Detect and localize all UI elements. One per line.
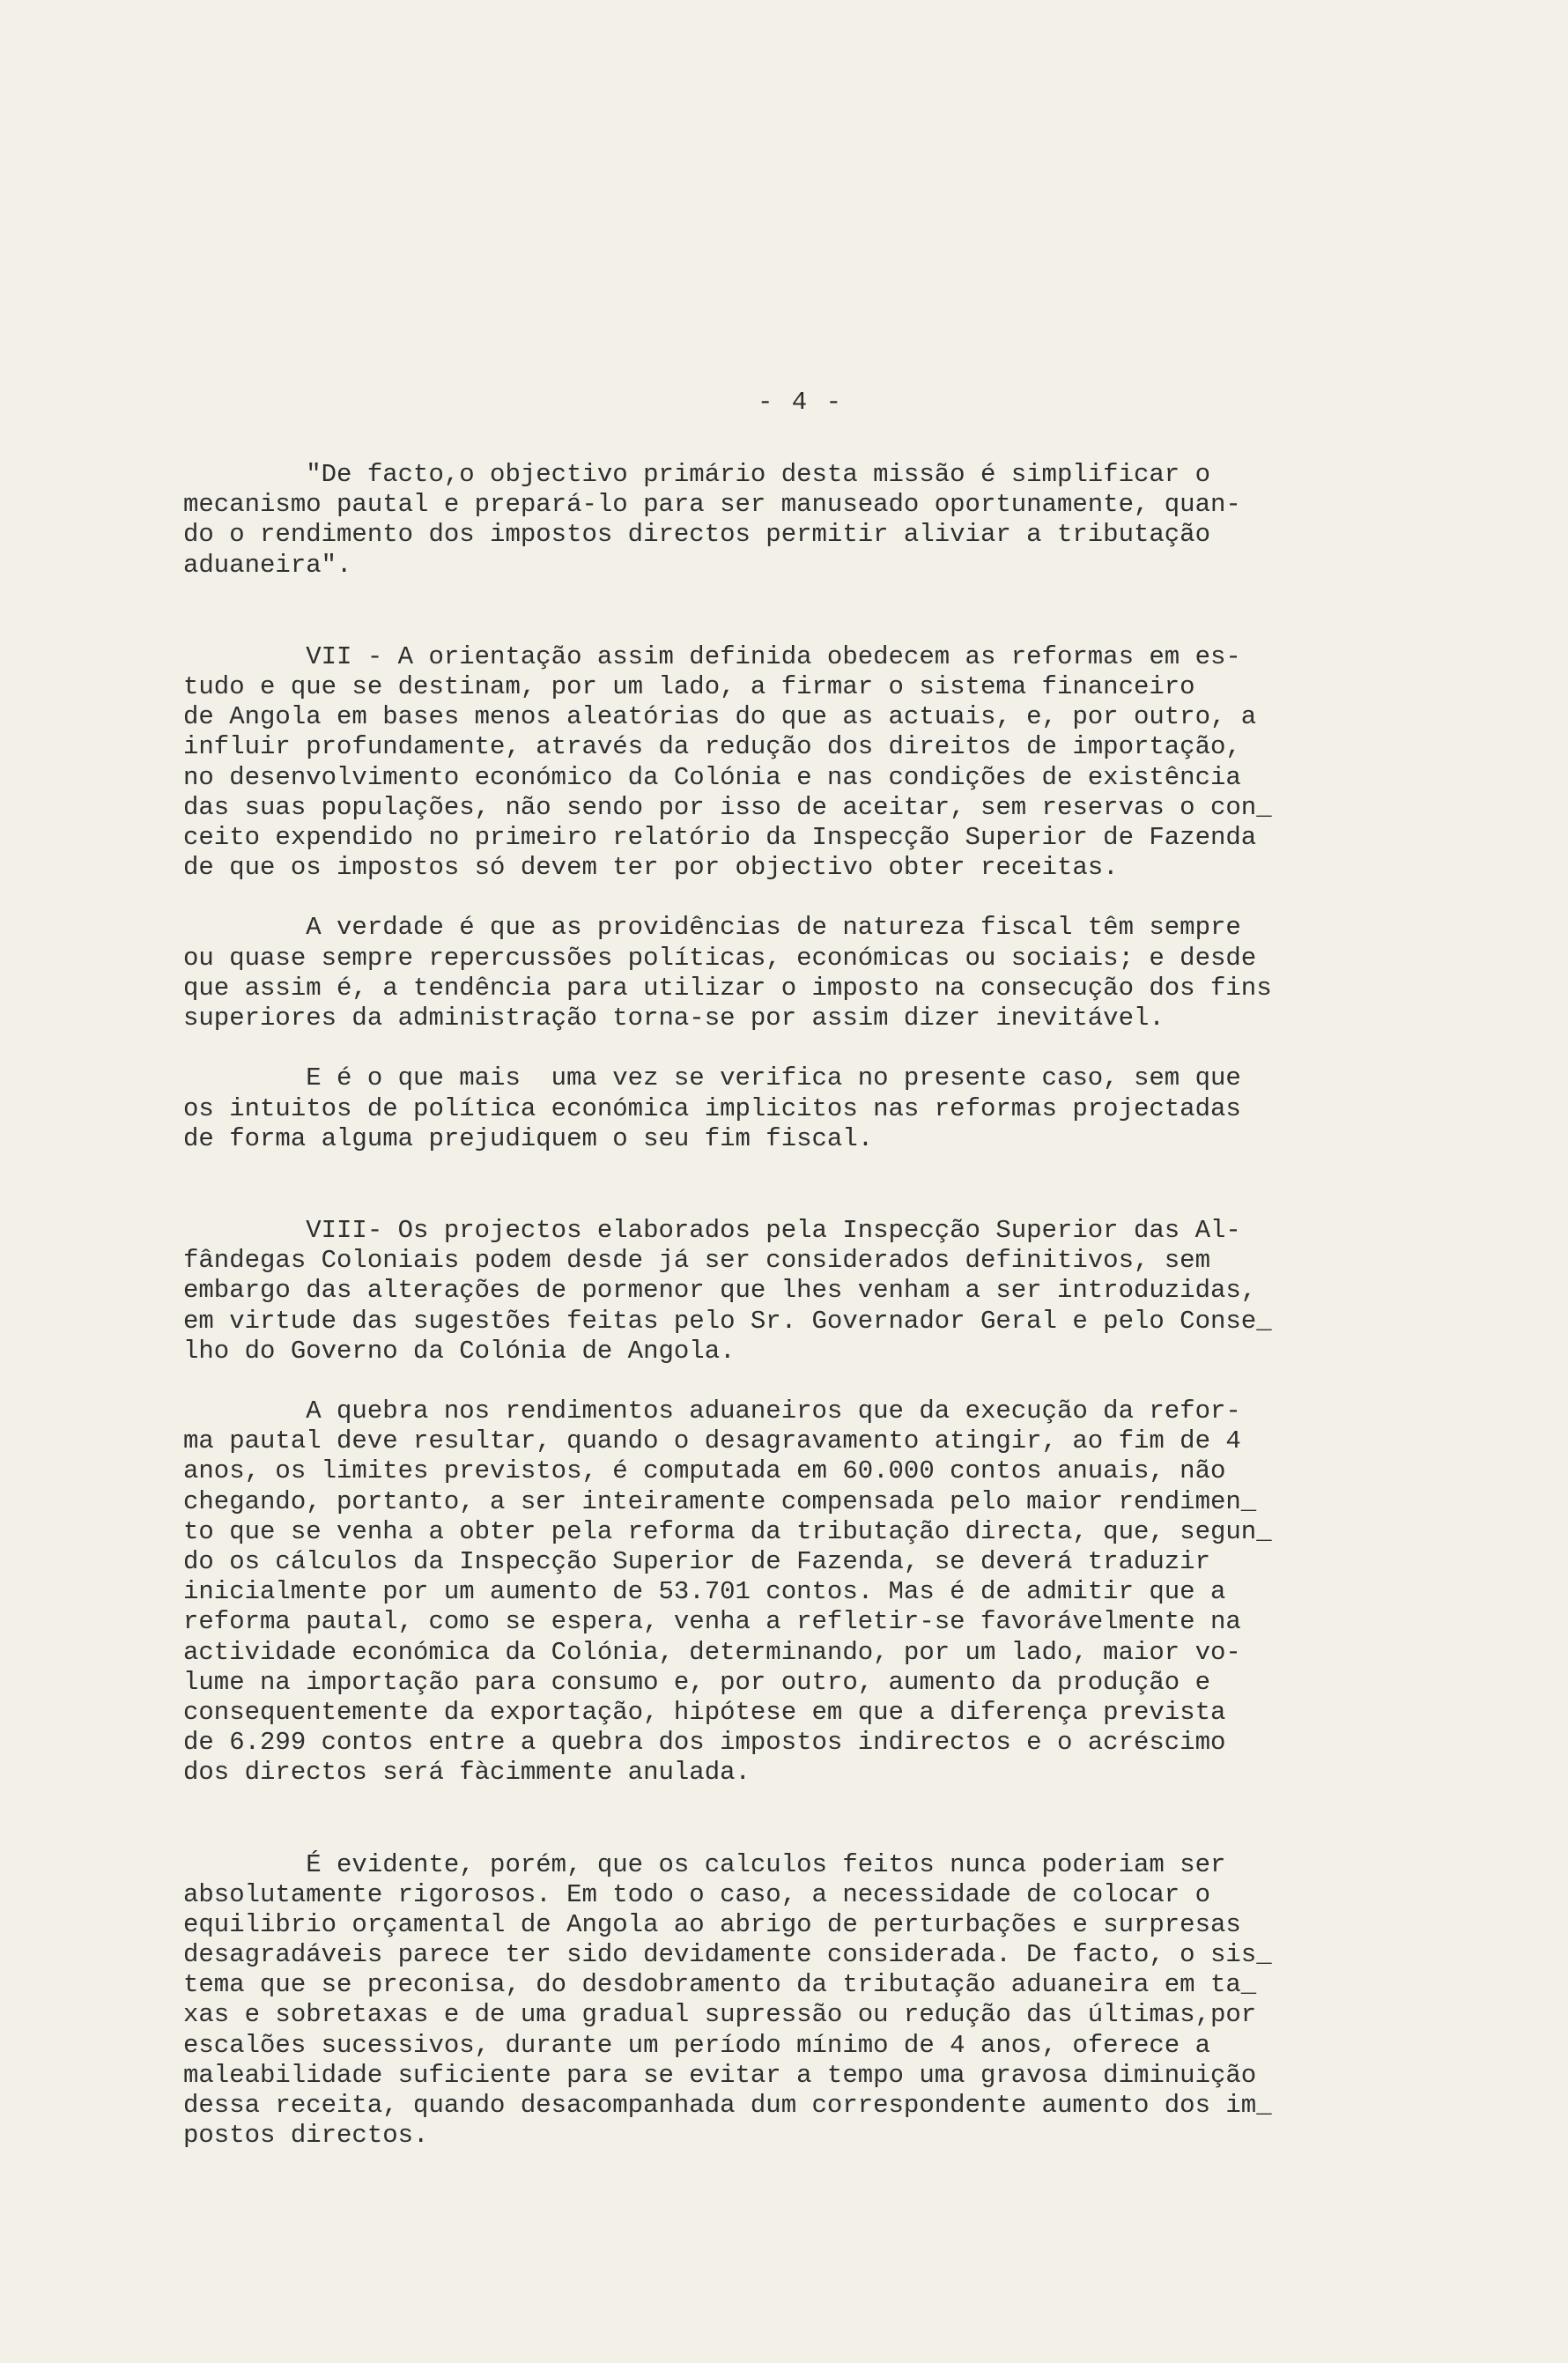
paragraph-gap <box>183 1789 1434 1850</box>
text-line: do o rendimento dos impostos directos permitir aliviar a tributação <box>183 520 1210 550</box>
text-line: dessa receita, quando desacompanhada dum correspondente aumento dos im_ <box>183 2091 1272 2120</box>
text-line: xas e sobretaxas e de uma gradual supressão ou redução das últimas,por <box>183 2000 1257 2030</box>
text-line: fândegas Coloniais podem desde já ser considerados definitivos, sem <box>183 1246 1210 1276</box>
text-line: ceito expendido no primeiro relatório da Inspecção Superior de Fazenda <box>183 822 1257 852</box>
text-line: dos directos será fàcimmente anulada. <box>183 1758 751 1788</box>
paragraph <box>183 913 1434 1033</box>
paragraph-gap <box>183 1033 1434 1063</box>
document-body <box>183 460 1434 2151</box>
paragraph-gap <box>183 581 1434 642</box>
text-line: inicialmente por um aumento de 53.701 contos. Mas é de admitir que a <box>183 1577 1226 1607</box>
text-line: anos, os limites previstos, é computada em 60.000 contos anuais, não <box>183 1456 1226 1486</box>
text-line: lume na importação para consumo e, por outro, aumento da produção e <box>183 1667 1210 1697</box>
text-line: aduaneira". <box>183 550 352 580</box>
text-line: influir profundamente, através da redução dos direitos de importação, <box>183 732 1241 762</box>
text-line: absolutamente rigorosos. Em todo o caso, a necessidade de colocar o <box>183 1879 1210 1909</box>
text-line: postos directos. <box>183 2121 429 2151</box>
text-line: que assim é, a tendência para utilizar o imposto na consecução dos fins <box>183 973 1272 1003</box>
text-line: chegando, portanto, a ser inteiramente compensada pelo maior rendimen_ <box>183 1486 1257 1516</box>
paragraph <box>183 642 1434 884</box>
text-line: superiores da administração torna-se por assim dizer inevitável. <box>183 1004 1165 1033</box>
text-line: de 6.299 contos entre a quebra dos impostos indirectos e o acréscimo <box>183 1728 1226 1758</box>
paragraph-gap <box>183 1367 1434 1396</box>
text-line: os intuitos de política económica implicitos nas reformas projectadas <box>183 1093 1241 1123</box>
text-line: tudo e que se destinam, por um lado, a firmar o sistema financeiro <box>183 671 1195 701</box>
paragraph <box>183 460 1434 581</box>
paragraph <box>183 1216 1434 1367</box>
text-line: reforma pautal, como se espera, venha a refletir-se favorávelmente na <box>183 1607 1241 1637</box>
text-line: escalões sucessivos, durante um período mínimo de 4 anos, oferece a <box>183 2030 1210 2060</box>
paragraph <box>183 1396 1434 1788</box>
text-line: A verdade é que as providências de natureza fiscal têm sempre <box>183 913 1241 943</box>
page-number: - 4 - <box>758 388 844 417</box>
text-line: do os cálculos da Inspecção Superior de Fazenda, se deverá traduzir <box>183 1547 1210 1576</box>
paragraph <box>183 1063 1434 1154</box>
paragraph <box>183 1850 1434 2152</box>
text-line: desagradáveis parece ter sido devidamente considerada. De facto, o sis_ <box>183 1940 1272 1970</box>
text-line: actividade económica da Colónia, determinando, por um lado, maior vo- <box>183 1637 1241 1667</box>
paragraph-gap <box>183 1154 1434 1216</box>
text-line: ou quase sempre repercussões políticas, económicas ou sociais; e desde <box>183 943 1257 973</box>
text-line: lho do Governo da Colónia de Angola. <box>183 1336 736 1366</box>
text-line: É evidente, porém, que os calculos feitos nunca poderiam ser <box>183 1849 1226 1879</box>
text-line: to que se venha a obter pela reforma da tributação directa, que, segun_ <box>183 1516 1272 1546</box>
text-line: embargo das alterações de pormenor que lhes venham a ser introduzidas, <box>183 1276 1257 1306</box>
text-line: no desenvolvimento económico da Colónia e nas condições de existência <box>183 762 1241 792</box>
text-line: E é o que mais uma vez se verifica no presente caso, sem que <box>183 1063 1241 1093</box>
text-line: de forma alguma prejudiquem o seu fim fiscal. <box>183 1123 874 1153</box>
text-line: consequentemente da exportação, hipótese em que a diferença prevista <box>183 1697 1226 1727</box>
text-line: ma pautal deve resultar, quando o desagravamento atingir, ao fim de 4 <box>183 1426 1241 1456</box>
text-line: "De facto,o objectivo primário desta missão é simplificar o <box>183 460 1210 489</box>
text-line: das suas populações, não sendo por isso de aceitar, sem reservas o con_ <box>183 792 1272 822</box>
text-line: maleabilidade suficiente para se evitar a tempo uma gravosa diminuição <box>183 2060 1257 2090</box>
text-line: equilibrio orçamental de Angola ao abrigo de perturbações e surpresas <box>183 1909 1241 1939</box>
text-line: de que os impostos só devem ter por objectivo obter receitas. <box>183 853 1119 883</box>
text-line: VIII- Os projectos elaborados pela Inspecção Superior das Al- <box>183 1215 1241 1245</box>
text-line: tema que se preconisa, do desdobramento da tributação aduaneira em ta_ <box>183 1970 1257 2000</box>
text-line: em virtude das sugestões feitas pelo Sr. Governador Geral e pelo Conse_ <box>183 1306 1272 1336</box>
text-line: mecanismo pautal e prepará-lo para ser manuseado oportunamente, quan- <box>183 490 1241 520</box>
paragraph-gap <box>183 883 1434 913</box>
text-line: de Angola em bases menos aleatórias do que as actuais, e, por outro, a <box>183 702 1257 732</box>
text-line: A quebra nos rendimentos aduaneiros que da execução da refor- <box>183 1396 1241 1426</box>
text-line: VII - A orientação assim definida obedecem as reformas em es- <box>183 641 1241 671</box>
